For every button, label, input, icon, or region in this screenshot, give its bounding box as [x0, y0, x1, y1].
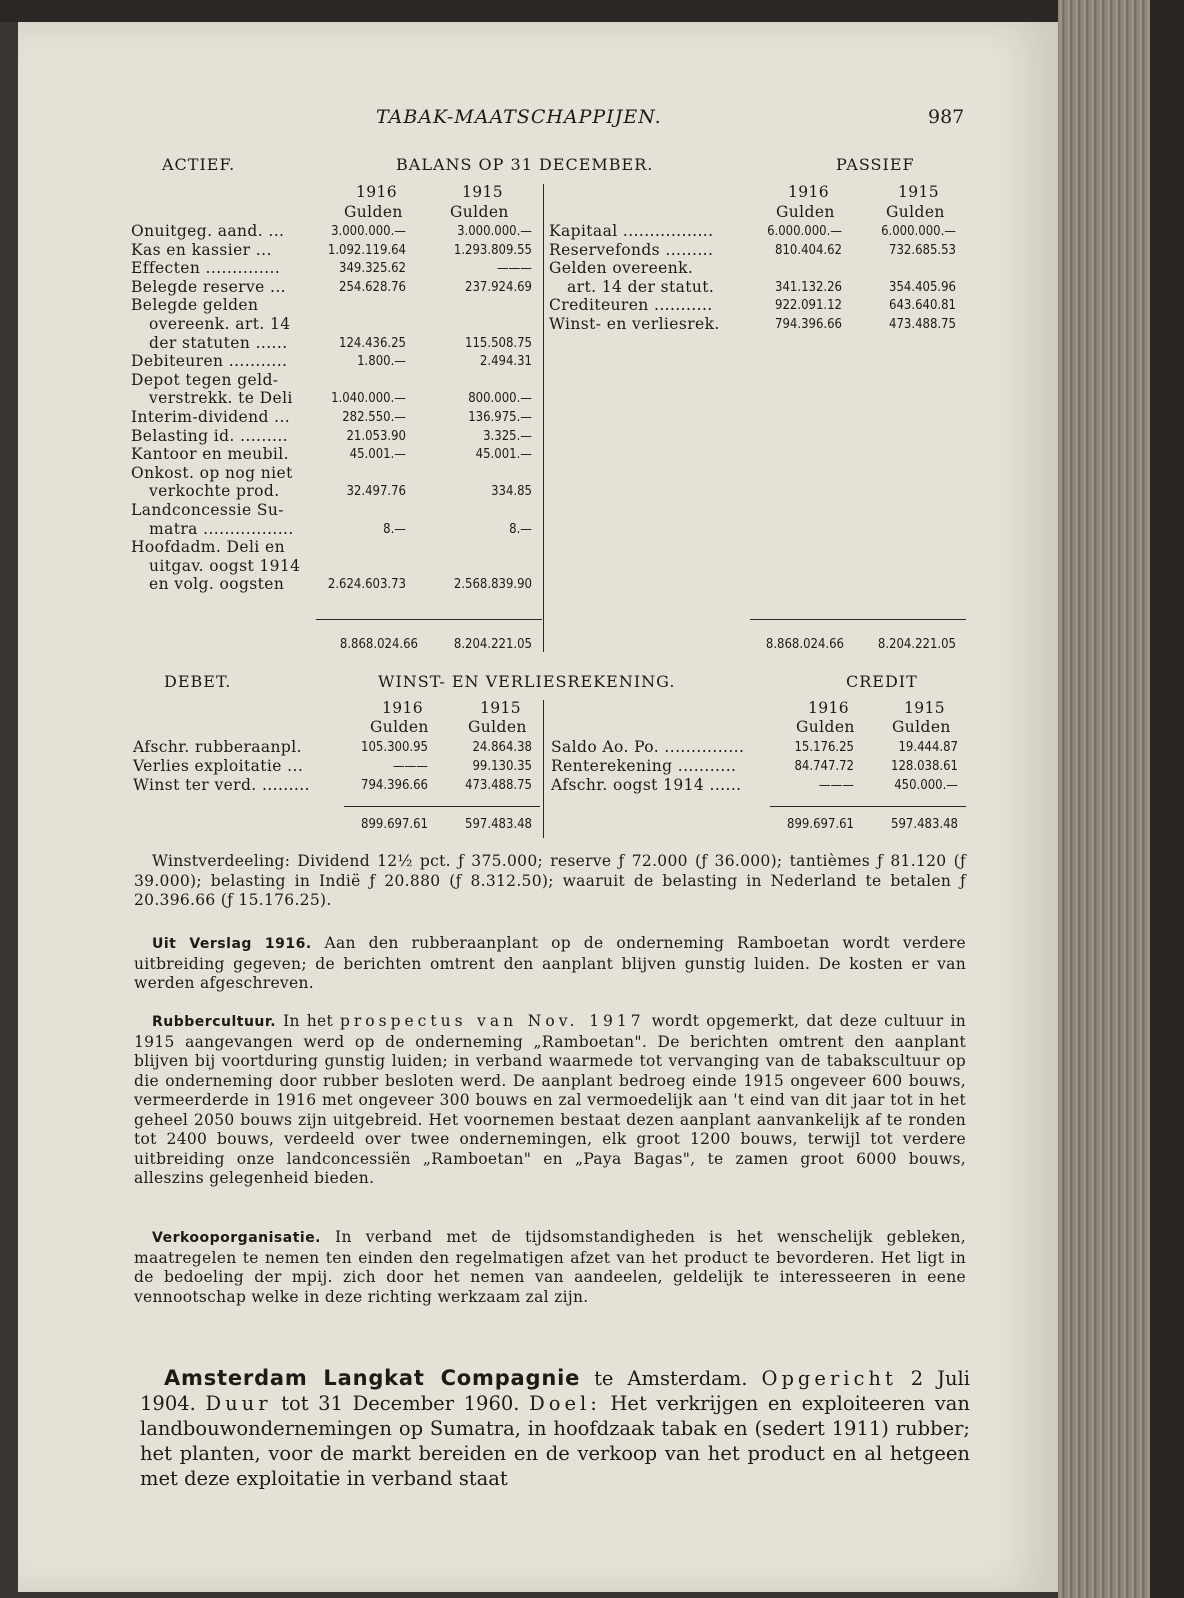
prospectus-reference: prospectus van Nov. 1917	[339, 1012, 645, 1030]
debet-caption: DEBET.	[164, 672, 232, 691]
asset-label: Belegde gelden	[131, 296, 259, 315]
asset-label: overeenk. art. 14	[149, 315, 291, 333]
asset-value-1915: 2.568.839.90	[453, 577, 532, 593]
credit-value-1915: 450.000.—	[894, 778, 958, 793]
verkooporganisatie-paragraph	[134, 1228, 966, 1307]
asset-value-1916: 21.053.90	[346, 428, 406, 444]
debit-value-1915: 473.488.75	[465, 778, 532, 793]
pnl-unit-right-1: Gulden	[796, 718, 855, 736]
asset-value-1915: 334.85	[491, 484, 532, 500]
asset-value-1916: 1.800.—	[357, 354, 406, 370]
liability-value-1916: 341.132.26	[775, 279, 842, 295]
debit-label: Verlies exploitatie ...	[133, 757, 304, 775]
year-1916-right: 1916	[788, 183, 830, 201]
asset-value-1916: 124.436.25	[339, 335, 406, 351]
verkooporganisatie-text: In verband met de tijdsomstandigheden is het wenschelijk gebleken, maatregelen te nemen ten einden den regelmatigen afzet van het product te bevorderen. Het ligt in de bedoeling der mpij. zich door het nemen van aandeelen, geldelijk te interesseeren in eene vennootschap welke in deze richting werkzaam zal zijn.	[134, 1228, 966, 1306]
asset-value-1915: 2.494.31	[479, 354, 532, 370]
asset-value-1915: ———	[496, 261, 532, 277]
company-name: Amsterdam Langkat Compagnie	[164, 1366, 581, 1390]
asset-label: Depot tegen geld-	[131, 370, 279, 389]
liability-label: Gelden overeenk.	[549, 259, 694, 278]
asset-value-1916: 1.092.119.64	[327, 242, 406, 258]
credit-value-1916: ———	[818, 778, 854, 793]
asset-label: Kas en kassier ...	[131, 240, 272, 259]
debit-value-1916: ———	[392, 759, 428, 774]
credit-value-1916: 84.747.72	[794, 759, 854, 774]
liability-value-1915: 473.488.75	[889, 317, 956, 332]
liability-value-1915: 354.405.96	[889, 279, 956, 295]
unit-left-2: Gulden	[450, 203, 509, 221]
asset-value-1916: 3.000.000.—	[331, 224, 406, 239]
debit-label: Afschr. rubberaanpl.	[133, 738, 302, 756]
liability-value-1916: 922.091.12	[775, 298, 842, 314]
asset-label: Onkost. op nog niet	[131, 463, 293, 482]
opgericht-value: 2 Juli 1904.	[140, 1367, 970, 1415]
liability-label: Kapitaal .................	[549, 222, 714, 240]
credit-caption: CREDIT	[846, 672, 918, 691]
verslag-paragraph	[134, 934, 966, 994]
duur-label: Duur	[205, 1392, 272, 1415]
pnl-year-1916-right: 1916	[808, 699, 850, 717]
unit-left-1: Gulden	[344, 203, 403, 221]
asset-label: verstrekk. te Deli	[149, 389, 293, 408]
rubbercultuur-text-pre: In het	[283, 1012, 334, 1030]
company-entry	[140, 1366, 970, 1491]
pnl-unit-left-1: Gulden	[370, 718, 429, 736]
year-1915-left: 1915	[462, 183, 504, 201]
opgericht-label: Opgericht	[761, 1367, 897, 1390]
balance-title: BALANS OP 31 DECEMBER.	[396, 155, 654, 174]
asset-label: der statuten ......	[149, 333, 288, 352]
pnl-title: WINST- EN VERLIESREKENING.	[378, 672, 676, 691]
asset-label: Kantoor en meubil.	[131, 445, 289, 464]
unit-right-2: Gulden	[886, 203, 945, 221]
asset-label: Belegde reserve ...	[131, 277, 286, 296]
liability-value-1915: 643.640.81	[889, 298, 956, 314]
rubbercultuur-heading: Rubbercultuur.	[152, 1014, 277, 1030]
asset-value-1916: 254.628.76	[339, 279, 406, 295]
asset-value-1916: 8.—	[383, 521, 406, 537]
liability-value-1916: 794.396.66	[775, 317, 842, 332]
debit-value-1916: 105.300.95	[361, 740, 428, 755]
liabilities-total-1915: 8.204.221.05	[877, 637, 956, 652]
asset-label: Onuitgeg. aand. ...	[131, 222, 285, 240]
passief-caption: PASSIEF	[836, 155, 915, 174]
doel-text: Het verkrijgen en exploiteeren van landbouwondernemingen op Sumatra, in hoofdzaak tabak en (sedert 1911) rubber; het planten, voor de markt bereiden en de verkoop van het product en al hetgeen met deze exploitatie in verband staat	[140, 1392, 970, 1490]
liability-value-1915: 732.685.53	[889, 242, 956, 258]
rubbercultuur-paragraph	[134, 1012, 966, 1189]
scan-top-edge	[0, 0, 1184, 22]
asset-label: uitgav. oogst 1914	[149, 556, 301, 575]
debit-total-1915: 597.483.48	[465, 817, 532, 832]
asset-label: Interim-dividend ...	[131, 408, 291, 426]
pnl-unit-right-2: Gulden	[892, 718, 951, 736]
book-spine-shadow	[1150, 0, 1184, 1598]
asset-label: verkochte prod.	[149, 482, 280, 501]
asset-label: Debiteuren ...........	[131, 352, 288, 371]
liability-label: Crediteuren ...........	[549, 296, 713, 315]
asset-value-1916: 349.325.62	[339, 261, 406, 277]
duur-value: tot 31 December 1960.	[281, 1392, 520, 1415]
asset-value-1915: 3.325.—	[483, 428, 532, 444]
debit-total-1916: 899.697.61	[361, 817, 428, 832]
credit-value-1916: 15.176.25	[794, 740, 854, 755]
verkooporganisatie-heading: Verkooporganisatie.	[152, 1230, 322, 1246]
asset-value-1915: 136.975.—	[468, 410, 532, 425]
doel-label: Doel:	[529, 1392, 601, 1415]
asset-value-1916: 1.040.000.—	[331, 391, 406, 407]
liability-label: art. 14 der statut.	[567, 277, 715, 296]
liabilities-total-1916: 8.868.024.66	[765, 637, 844, 652]
asset-value-1916: 282.550.—	[342, 410, 406, 425]
asset-value-1915: 3.000.000.—	[457, 224, 532, 239]
credit-value-1915: 19.444.87	[898, 740, 958, 755]
assets-total-rule	[316, 619, 542, 620]
actief-caption: ACTIEF.	[162, 155, 236, 174]
asset-value-1915: 8.—	[509, 521, 532, 537]
rubbercultuur-text: wordt opgemerkt, dat deze cultuur in 1915 aangevangen werd op de onderneming „Ramboetan". De berichten omtrent den aanplant blijven bij voortduring gunstig luiden; in verband waarmede tot vervanging van de tabakscultuur op die onderneming door rubber besloten werd. De aanplant bedroeg einde 1915 ongeveer 600 bouws, vermeerderde in 1916 met ongeveer 300 bouws en zal vermoedelijk aan 't eind van dit jaar tot in het geheel 2050 bouws zijn uitgebreid. Het voornemen bestaat dezen aanplant aanvankelijk af te ronden tot 2400 bouws, verdeeld over twee ondernemingen, elk groot 1200 bouws, terwijl tot verdere uitbreiding onze landconcessiën „Ramboetan" en „Paya Bagas", te zamen groot 6000 bouws, alleszins gelegenheid bieden.	[134, 1012, 966, 1187]
page-number: 987	[928, 106, 965, 128]
debit-label: Winst ter verd. .........	[133, 776, 310, 794]
credit-total-1915: 597.483.48	[891, 817, 958, 832]
credit-label: Renterekening ...........	[551, 757, 737, 775]
debit-value-1916: 794.396.66	[361, 778, 428, 793]
liability-label: Reservefonds .........	[549, 240, 714, 259]
pnl-year-1915-right: 1915	[904, 699, 946, 717]
liability-value-1916: 810.404.62	[775, 242, 842, 258]
assets-total-1916: 8.868.024.66	[339, 637, 418, 652]
asset-label: Effecten ..............	[131, 259, 281, 278]
asset-label: en volg. oogsten	[149, 575, 285, 594]
asset-value-1915: 800.000.—	[468, 391, 532, 407]
credit-label: Afschr. oogst 1914 ......	[551, 776, 742, 794]
winstverdeeling-paragraph: Winstverdeeling: Dividend 12½ pct. ƒ 375.000; reserve ƒ 72.000 (ƒ 36.000); tantièmes ƒ 81.120 (ƒ 39.000); belasting in Indië ƒ 20.880 (ƒ 8.312.50); waaruit de belasting in Nederland te betalen ƒ 20.396.66 (ƒ 15.176.25).	[134, 852, 966, 909]
asset-label: Hoofdadm. Deli en	[131, 538, 285, 557]
credit-total-1916: 899.697.61	[787, 817, 854, 832]
verslag-heading: Uit Verslag 1916.	[152, 936, 312, 952]
debit-value-1915: 24.864.38	[472, 740, 532, 755]
asset-label: matra .................	[149, 519, 294, 538]
liability-label: Winst- en verliesrek.	[549, 315, 720, 333]
asset-value-1915: 45.001.—	[475, 447, 532, 463]
assets-total-1915: 8.204.221.05	[453, 637, 532, 652]
asset-value-1916: 45.001.—	[349, 447, 406, 463]
asset-value-1915: 115.508.75	[465, 335, 532, 351]
asset-value-1916: 32.497.76	[346, 484, 406, 500]
unit-right-1: Gulden	[776, 203, 835, 221]
debit-total-rule	[344, 806, 540, 807]
verslag-text: Aan den rubberaanplant op de onderneming Ramboetan wordt verdere uitbreiding gegeven; de berichten omtrent den aanplant blijven gunstig luiden. De kosten er van werden afgeschreven.	[134, 934, 966, 992]
asset-value-1915: 237.924.69	[465, 279, 532, 295]
credit-total-rule	[770, 806, 966, 807]
pnl-year-1916-left: 1916	[382, 699, 424, 717]
pnl-unit-left-2: Gulden	[468, 718, 527, 736]
company-place: te Amsterdam.	[594, 1367, 748, 1390]
balance-center-rule	[543, 184, 544, 652]
liability-value-1916: 6.000.000.—	[767, 224, 842, 239]
asset-value-1915: 1.293.809.55	[453, 242, 532, 258]
pnl-year-1915-left: 1915	[480, 699, 522, 717]
credit-label: Saldo Ao. Po. ...............	[551, 738, 745, 756]
liabilities-total-rule	[750, 619, 966, 620]
year-1915-right: 1915	[898, 183, 940, 201]
credit-value-1915: 128.038.61	[891, 759, 958, 774]
pnl-center-rule	[543, 700, 544, 838]
asset-label: Landconcessie Su-	[131, 501, 284, 519]
running-head: TABAK-MAATSCHAPPIJEN.	[376, 106, 662, 128]
asset-label: Belasting id. .........	[131, 426, 289, 445]
year-1916-left: 1916	[356, 183, 398, 201]
asset-value-1916: 2.624.603.73	[327, 577, 406, 593]
debit-value-1915: 99.130.35	[472, 759, 532, 774]
liability-value-1915: 6.000.000.—	[881, 224, 956, 239]
